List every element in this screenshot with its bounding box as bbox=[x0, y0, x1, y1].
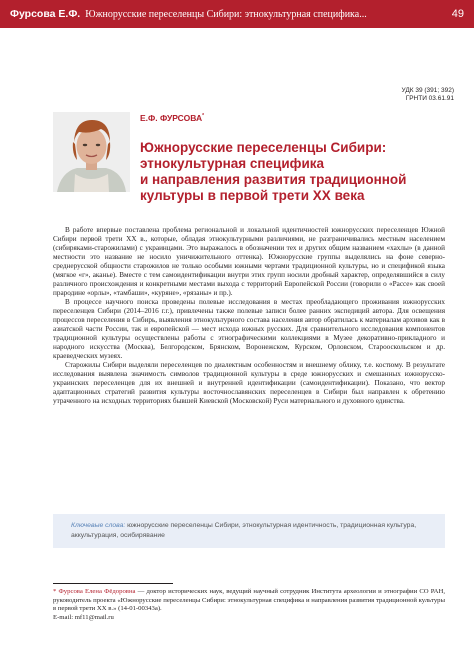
abstract-paragraph: В работе впервые поставлена проблема региональной и локальной идентичностей южнорусских переселенцев Южной Сибири первой трети XX в., которые, обладая этнокультурными различиями, не разграничивались местным населением (сибиряками-старожилами) с украинцами. Это выражалось в обозначении тех и других общим названием «хахлы» (в данной местности это название не носило уничижительного оттенка). Южнорусские группы выделялись на фоне северно-среднерусской общности старожилов не только особыми южными чертами традиционной культуры, но и спецификой языка (мягкое «г», аканье). Вместе с тем самоидентификации внутри этих групп носили дробный характер, определявшийся в силу различного происхождения и конкретными местами выхода с территорий Европейской России (говорили о «Рассе» как своей прародине «орлы», «тамбаши», «куряне», «рязаны» и пр.). bbox=[53, 226, 445, 297]
keywords-list: южнорусские переселенцы Сибири, этнокультурная идентичность, традиционная культура, аккультурация, осибирявание bbox=[71, 522, 417, 539]
title-line: культуры в первой трети XX века bbox=[140, 188, 365, 203]
author-portrait-photo bbox=[53, 112, 130, 192]
abstract bbox=[53, 226, 445, 406]
udk-code: УДК 39 (391; 392) bbox=[401, 87, 454, 94]
abstract-paragraph: Старожилы Сибири выделяли переселенцев по диалектным особенностям и внешнему облику, т.е. костюму. В результате исследования выявлена значимость символов традиционной культуры в среде южнорусских и смешанных южнорусско-украинских переселенцев для их внешней и внутренней идентификации (самоидентификации). Показано, что вектор адаптационных стратегий развития культуры восточнославянских переселенцев в Сибири был направлен к обретению утраченного на исходных территориях бывшей Киевской (Московской) Руси материального и духовного единства. bbox=[53, 361, 445, 405]
keywords-text bbox=[71, 521, 441, 541]
abstract-paragraph: В процессе научного поиска проведены полевые исследования в местах преобладающего проживания южнорусских переселенцев Сибири (2014–2016 г.г.), привлечены также полевые записи более ранних экспедиций автора. Для освещения процессов переселения в Сибирь, выявления этнокультурного состава населения автор обратилась к материалам архивов как в азиатской части России, так и европейской — мест исхода южных русских. Для сравнительного исследования компонентов традиционной культуры осуществлены работы с этнографическими коллекциями в Музее декоративно-прикладного и народного искусства (Москва), Белгородском, Брянском, Воронежском, Курском, Орловском, Старооскольском и др. краеведческих музеях. bbox=[53, 298, 445, 360]
footnote-author: Фурсова Елена Фёдоровна bbox=[58, 588, 136, 595]
running-header bbox=[0, 0, 474, 28]
author-footnote-mark: * bbox=[202, 113, 205, 120]
header-author: Фурсова Е.Ф. bbox=[10, 8, 81, 20]
classification-codes bbox=[402, 87, 455, 103]
article-title bbox=[140, 140, 460, 204]
footnote-divider bbox=[53, 583, 173, 584]
title-line: Южнорусские переселенцы Сибири: bbox=[140, 140, 387, 155]
author-footnote bbox=[53, 588, 445, 622]
portrait-illustration bbox=[53, 112, 130, 192]
page-number: 49 bbox=[451, 8, 464, 20]
footnote-text: — доктор исторических наук, ведущий научный сотрудник Института археологии и этнографии СО РАН, руководитель проекта «Южнорусские переселенцы Сибири: этнокультурная специфика и направления развития традиционной культуры в первой трети XX в.» (14-01-00343а). bbox=[53, 588, 445, 612]
keywords-box bbox=[53, 514, 445, 548]
grnti-code: ГРНТИ 03.61.91 bbox=[405, 95, 454, 102]
author-name: Е.Ф. ФУРСОВА* bbox=[140, 113, 205, 123]
author-email: E-mail: mf11@mail.ru bbox=[53, 613, 114, 621]
header-running-title: Южнорусские переселенцы Сибири: этнокультурная специфика... bbox=[85, 8, 367, 20]
keywords-label: Ключевые слова: bbox=[71, 522, 126, 529]
footnote-mark: * bbox=[53, 588, 57, 595]
title-line: и направления развития традиционной bbox=[140, 172, 407, 187]
title-line: этнокультурная специфика bbox=[140, 156, 325, 171]
